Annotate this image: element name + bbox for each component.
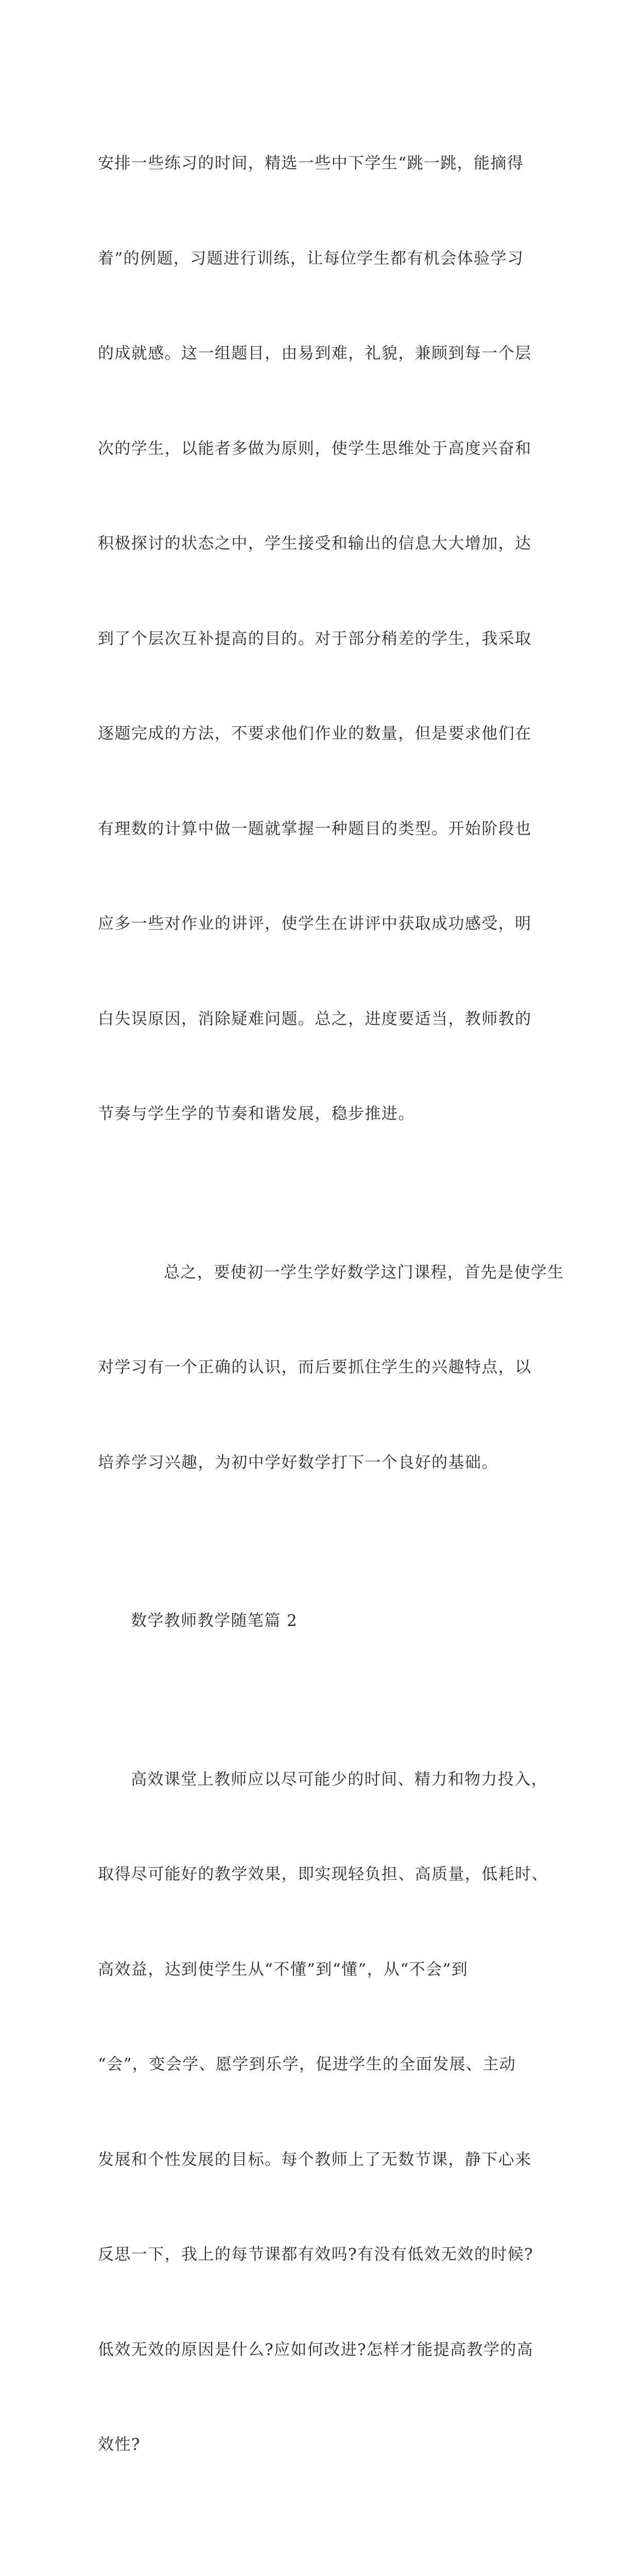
text-line: 节奏与学生学的节奏和谐发展，稳步推进。 xyxy=(98,1098,541,1130)
text-line: 效性? xyxy=(98,2429,541,2461)
paragraph-summary xyxy=(98,1194,541,1543)
text-line: 次的学生，以能者多做为原则，使学生思维处于高度兴奋和 xyxy=(98,433,541,465)
text-line: 有理数的计算中做一题就掌握一种题目的类型。开始阶段也 xyxy=(98,814,541,845)
heading-line: 数学教师教学随笔篇 2 xyxy=(98,1605,541,1637)
text-line: 安排一些练习的时间，精选一些中下学生“跳一跳，能摘得 xyxy=(98,148,541,180)
paragraph-continuation xyxy=(98,84,541,1194)
text-line: 白失误原因，消除疑难问题。总之，进度要适当，教师教的 xyxy=(98,1004,541,1036)
text-line: 高效课堂上教师应以尽可能少的时间、精力和物力投入， xyxy=(98,1764,541,1796)
document-body xyxy=(98,84,541,2576)
text-line: 取得尽可能好的教学效果，即实现轻负担、高质量，低耗时、 xyxy=(98,1859,541,1891)
text-line: 总之，要使初一学生学好数学这门课程，首先是使学生 xyxy=(98,1257,541,1289)
text-line: “会”，变会学、愿学到乐学，促进学生的全面发展、主动 xyxy=(98,2049,541,2081)
text-line: 积极探讨的状态之中，学生接受和输出的信息大大增加，达 xyxy=(98,528,541,560)
paragraph-grade-six xyxy=(98,2524,541,2576)
document-page xyxy=(0,0,639,904)
paragraph-efficient-classroom xyxy=(98,1701,541,2524)
text-line: 发展和个性发展的目标。每个教师上了无数节课，静下心来 xyxy=(98,2144,541,2176)
text-line: 逐题完成的方法，不要求他们作业的数量，但是要求他们在 xyxy=(98,718,541,750)
text-line: 培养学习兴趣，为初中学好数学打下一个良好的基础。 xyxy=(98,1447,541,1479)
text-line: 的成就感。这一组题目，由易到难，礼貌，兼顾到每一个层 xyxy=(98,338,541,370)
text-line: 反思一下，我上的每节课都有效吗?有没有低效无效的时候? xyxy=(98,2239,541,2271)
text-line: 到了个层次互补提高的目的。对于部分稍差的学生，我采取 xyxy=(98,623,541,655)
section-heading xyxy=(98,1542,541,1701)
text-line: 低效无效的原因是什么?应如何改进?怎样才能提高教学的高 xyxy=(98,2334,541,2366)
text-line: 着”的例题，习题进行训练，让每位学生都有机会体验学习 xyxy=(98,243,541,275)
text-line: 高效益，达到使学生从“不懂”到“懂”，从“不会”到 xyxy=(98,1954,541,1986)
text-line: 应多一些对作业的讲评，使学生在讲评中获取成功感受，明 xyxy=(98,908,541,940)
text-line: 对学习有一个正确的认识，而后要抓住学生的兴趣特点，以 xyxy=(98,1352,541,1384)
